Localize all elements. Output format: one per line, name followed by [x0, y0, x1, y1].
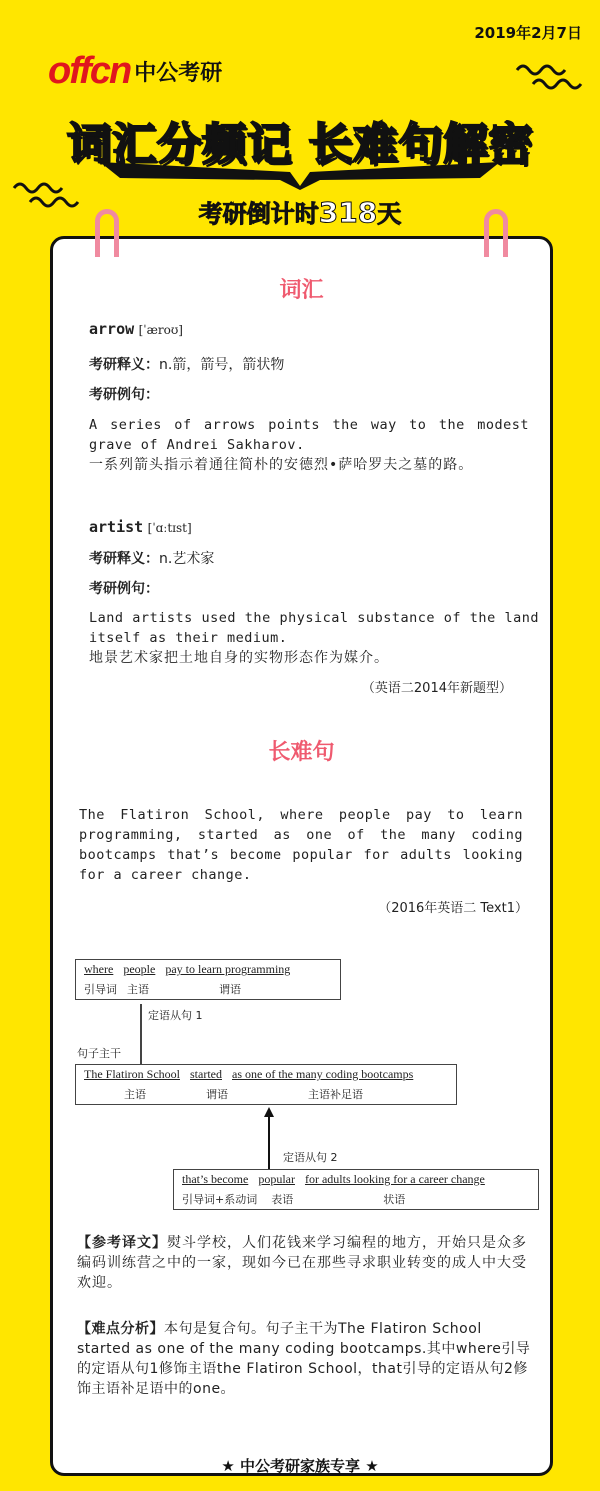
translation-label: 【参考译文】 [77, 1235, 167, 1251]
sentence-text: The Flatiron School, where people pay to learn programming, started as one of the many coding bootcamps that’s become popular for adults looking for a career change. [79, 807, 523, 883]
meaning: n.箭，箭号，箭状物 [159, 357, 285, 373]
countdown-suffix: 天 [377, 200, 402, 228]
role: 谓语 [206, 1088, 228, 1101]
role: 表语 [271, 1193, 294, 1206]
word: arrow [89, 320, 135, 338]
offcn-logo [48, 50, 222, 93]
word: artist [89, 518, 144, 536]
meaning-label: 考研释义： [89, 551, 159, 567]
word: people [123, 962, 156, 976]
clause2-label: 定语从句 2 [283, 1151, 338, 1164]
logo-cn: 中公考研 [134, 61, 223, 86]
translation-text: 熨斗学校，人们花钱来学习编程的地方，开始只是众多编码训练营之中的一家，现如今已在那些寻求职业转变的成人中大受欢迎。 [77, 1235, 527, 1291]
word: where [84, 962, 114, 976]
word: for adults looking for a career change [304, 1172, 485, 1186]
analysis-label: 【难点分析】 [77, 1321, 164, 1337]
ring-icon [95, 209, 119, 257]
word: popular [258, 1172, 295, 1186]
meaning: n.艺术家 [159, 551, 215, 567]
word: The Flatiron School [84, 1067, 180, 1081]
banner-ribbon-icon [90, 160, 510, 190]
main-clause-box [75, 1064, 457, 1105]
connector-line [140, 1004, 142, 1064]
role: 主语 [124, 1088, 146, 1101]
main-label: 句子主干 [77, 1047, 121, 1060]
example-cn: 地景艺术家把土地自身的实物形态作为媒介。 [89, 650, 389, 666]
date: 2019年2月7日 [474, 24, 582, 42]
sentence-source: （2016年英语二 Text1） [378, 901, 528, 916]
word: that’s become [182, 1172, 249, 1186]
example-label: 考研例句： [89, 387, 159, 403]
role: 状语 [383, 1193, 406, 1206]
word: as one of the many coding bootcamps [232, 1067, 414, 1081]
ring-icon [484, 209, 508, 257]
example-label: 考研例句： [89, 581, 159, 597]
meaning-label: 考研释义： [89, 357, 159, 373]
clause1-box [75, 959, 341, 1000]
word: started [190, 1067, 222, 1081]
page-title: 词汇分频记 长难句解密 [66, 119, 534, 170]
role: 引导词 [84, 983, 117, 996]
vocab-section-title: 词汇 [279, 278, 324, 303]
role: 引导词+系动词 [182, 1193, 258, 1206]
word: pay to learn programming [165, 962, 291, 976]
countdown-prefix: 考研倒计时 [198, 200, 319, 228]
countdown-days: 318 [318, 196, 378, 229]
phonetic: [ˈæroʊ] [138, 323, 183, 337]
clause1-label: 定语从句 1 [148, 1009, 203, 1022]
sentence-section-title: 长难句 [268, 740, 335, 765]
example-en: Land artists used the physical substance of the land itself as their medium. [89, 610, 539, 646]
translation [77, 1233, 532, 1293]
role: 谓语 [219, 983, 241, 996]
wave-decoration-icon [515, 62, 595, 92]
example-cn: 一系列箭头指示着通往简朴的安德烈•萨哈罗夫之墓的路。 [89, 457, 474, 473]
source: （英语二2014年新题型） [361, 681, 512, 696]
analysis [77, 1319, 532, 1399]
arrow-up-icon [263, 1107, 275, 1169]
phonetic: [ˈɑːtɪst] [147, 521, 192, 535]
role: 主语补足语 [308, 1088, 363, 1101]
content-card [50, 236, 553, 1476]
logo-en: offcn [48, 50, 131, 92]
role: 主语 [127, 983, 149, 996]
word-entry [89, 319, 183, 340]
analysis-text: 本句是复合句。句子主干为The Flatiron School started as one of the many coding bootcamps.其中where引导的定语从句1修饰主语the Flatiron School，that引导的定语从句2修饰主语补足语中的one。 [77, 1321, 531, 1397]
clause2-box [173, 1169, 539, 1210]
footer: ★ 中公考研家族专享 ★ [221, 1457, 379, 1475]
example-en: A series of arrows points the way to the modest grave of Andrei Sakharov. [89, 417, 529, 453]
countdown [0, 194, 600, 229]
